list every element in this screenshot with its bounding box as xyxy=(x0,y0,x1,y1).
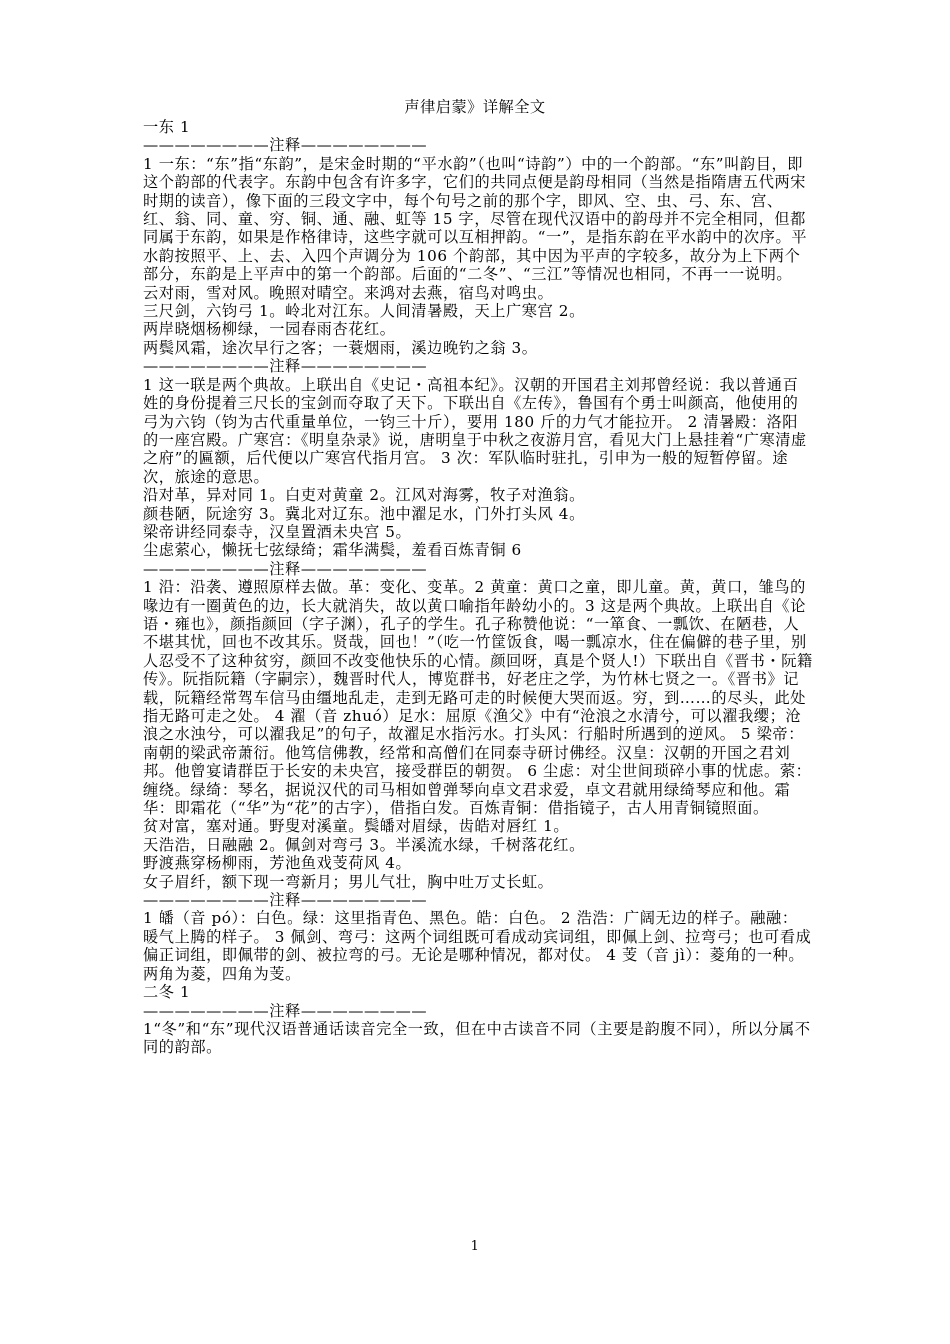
verse-line: 尘虑萦心，懒抚七弦绿绮；霜华满鬓，羞看百炼青铜 6 xyxy=(143,541,522,560)
heading-dong: 一东 1 xyxy=(143,118,191,136)
note-divider: ————————注释———————— xyxy=(143,357,428,376)
note-paragraph: 1 这一联是两个典故。上联出自《史记・高祖本纪》。汉朝的开国君主刘邦曾经说：我以普通百姓的身份提着三尺长的宝剑而夺取了天下。下联出自《左传》，鲁国有个勇士叫颜高，他使用的弓为六钧（钧为古代重量单位，一钧三十斤），要用 180 斤的力气才能拉开。 2 清暑殿：洛阳的一座宫殿。广寒宫：《明皇杂录》说，唐明皇于中秋之夜游月宫，看见大门上悬挂着“广寒清虚之府”的匾额，后代便以广寒宫代指月宫。 3 次：军队临时驻扎，引申为一般的短暂停留。途次，旅途的意思。 xyxy=(143,375,807,486)
note-paragraph: 1“冬”和“东”现代汉语普通话读音完全一致，但在中古读音不同（主要是韵腹不同），所以分属不同的韵部。 xyxy=(143,1019,811,1057)
note-paragraph: 1 皤（音 pó）：白色。绿：这里指青色、黑色。皓：白色。 2 浩浩：广阔无边的样子。融融：暖气上腾的样子。 3 佩剑、弯弓：这两个词组既可看成动宾词组，即佩上剑、拉弯弓；也可看成偏正词组，即佩带的剑、被拉弯的弓。无论是哪种情况，都对仗。 4 芰（音 jì）：菱角的一种。两角为菱，四角为芰。 xyxy=(143,909,812,983)
verse-line: 天浩浩，日融融 2。佩剑对弯弓 3。半溪流水绿，千树落花红。 xyxy=(143,835,585,854)
document-body xyxy=(143,118,813,1057)
note-paragraph: 1 一东：“东”指“东韵”，是宋金时期的“平水韵”（也叫“诗韵”）中的一个韵部。“东”叫韵目，即这个韵部的代表字。东韵中包含有许多字，它们的共同点便是韵母相同（当然是指隋唐五代两宋时期的读音），像下面的三段文字中，每个句号之前的那个字，即风、空、虫、弓、东、宫、红、翁、同、童、穷、铜、通、融、虹等 15 字，尽管在现代汉语中的韵母并不完全相同，但都同属于东韵，如果是作格律诗，这些字就可以互相押韵。“一”，是指东韵在平水韵中的次序。平水韵按照平、上、去、入四个声调分为 106 个韵部，其中因为平声的字较多，故分为上下两个部分，东韵是上平声中的第一个韵部。后面的“二冬”、“三江”等情况也相同，不再一一说明。 xyxy=(143,154,808,284)
verse-line: 沿对革，异对同 1。白吏对黄童 2。江风对海雾，牧子对渔翁。 xyxy=(143,486,585,505)
note-divider: ————————注释———————— xyxy=(143,136,428,155)
heading-dong2: 二冬 1 xyxy=(143,983,191,1002)
verse-line: 颜巷陋，阮途穷 3。冀北对辽东。池中濯足水，门外打头风 4。 xyxy=(143,504,585,523)
note-divider: ————————注释———————— xyxy=(143,1001,428,1020)
verse-line: 云对雨，雪对风。晚照对晴空。来鸿对去燕，宿鸟对鸣虫。 xyxy=(143,283,554,302)
verse-line: 三尺剑，六钧弓 1。岭北对江东。人间清暑殿，天上广寒宫 2。 xyxy=(143,302,585,321)
verse-line: 两鬓风霜，途次早行之客；一蓑烟雨，溪边晚钓之翁 3。 xyxy=(143,338,538,357)
verse-line: 野渡燕穿杨柳雨，芳池鱼戏芰荷风 4。 xyxy=(143,854,412,873)
document-title: 声律启蒙》详解全文 xyxy=(404,98,546,116)
verse-line: 女子眉纤，额下现一弯新月；男儿气壮，胸中吐万丈长虹。 xyxy=(143,872,554,891)
note-divider: ————————注释———————— xyxy=(143,891,428,910)
verse-line: 梁帝讲经同泰寺，汉皇置酒未央宫 5。 xyxy=(143,522,412,541)
verse-line: 两岸晓烟杨柳绿，一园春雨杏花红。 xyxy=(143,320,396,339)
note-paragraph: 1 沿：沿袭、遵照原样去做。革：变化、变革。2 黄童：黄口之童，即儿童。黄，黄口，雏鸟的喙边有一圈黄色的边，长大就消失，故以黄口喻指年龄幼小的。3 这是两个典故。上联出自《论语・雍也》，颜指颜回（字子渊），孔子的学生。孔子称赞他说：“一箪食、一瓢饮、在陋巷，人不堪其忧，回也不改其乐。贤哉，回也！”（吃一竹筐饭食，喝一瓢凉水，住在偏僻的巷子里，别人忍受不了这种贫穷，颜回不改变他快乐的心情。颜回呀，真是个贤人!）下联出自《晋书・阮籍传》。阮指阮籍（字嗣宗），魏晋时代人，博览群书，好老庄之学，为竹林七贤之一。《晋书》记载，阮籍经常驾车信马由缰地乱走，走到无路可走的时候便大哭而返。穷，到……的尽头，此处指无路可走之处。 4 濯（音 zhuó）足水：屈原《渔父》中有“沧浪之水清兮，可以濯我缨；沧浪之水浊兮，可以濯我足”的句子，故濯足水指污水。打头风：行船时所遇到的逆风。 5 梁帝：南朝的梁武帝萧衍。他笃信佛教，经常和高僧们在同泰寺研讨佛经。汉皇：汉朝的开国之君刘邦。他曾宴请群臣于长安的未央宫，接受群臣的朝贺。 6 尘虑：对尘世间琐碎小事的忧虑。萦：缠绕。绿绮：琴名，据说汉代的司马相如曾弹琴向卓文君求爱，卓文君就用绿绮琴应和他。霜华：即霜花（“华”为“花”的古字），借指白发。百炼青铜：借指镜子，古人用青铜镜照面。 xyxy=(143,578,813,818)
page-number: 1 xyxy=(470,1239,480,1254)
note-divider: ————————注释———————— xyxy=(143,559,428,578)
verse-line: 贫对富，塞对通。野叟对溪童。鬓皤对眉绿，齿皓对唇红 1。 xyxy=(143,817,570,836)
